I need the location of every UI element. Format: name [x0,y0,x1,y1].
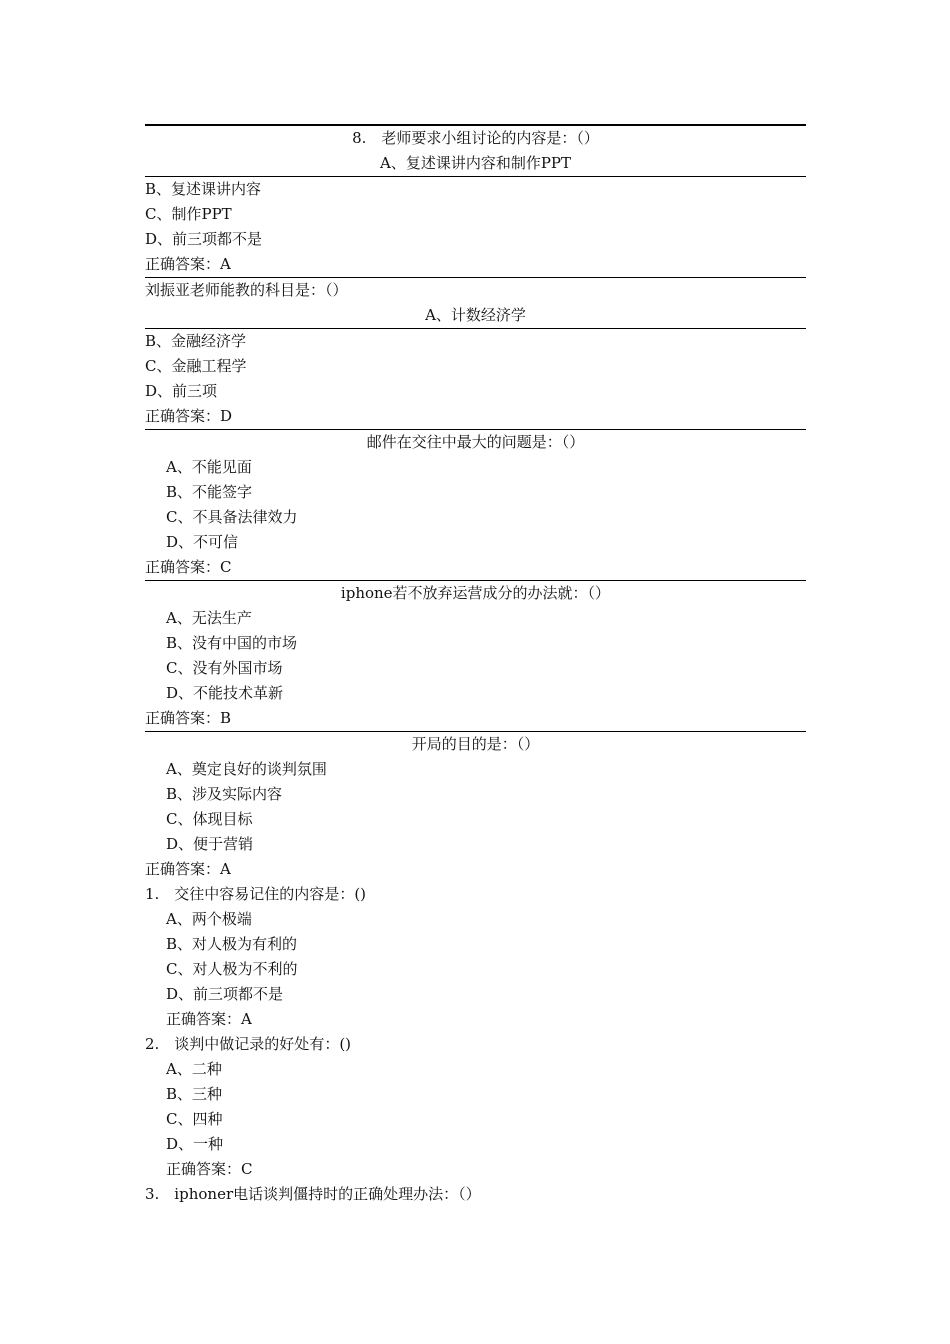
option-c: C、四种 [166,1110,223,1128]
option-b: B、三种 [166,1085,223,1103]
option-a: A、无法生产 [166,609,252,627]
option-d: D、便于营销 [166,835,254,853]
option-a: A、不能见面 [166,458,252,476]
option-d: D、不可信 [166,533,239,551]
option-c: C、金融工程学 [145,357,247,375]
option-c: C、体现目标 [166,810,253,828]
option-a: A、计数经济学 [425,306,526,324]
option-c: C、没有外国市场 [166,659,283,677]
correct-answer: 正确答案：C [145,558,232,576]
option-b: B、对人极为有利的 [166,935,298,953]
option-a: A、两个极端 [166,910,252,928]
correct-answer: 正确答案：B [145,709,232,727]
option-d: D、前三项都不是 [166,985,284,1003]
correct-answer: 正确答案：A [166,1010,252,1028]
document-page [145,124,806,1207]
question-title: iphone若不放弃运营成分的办法就：（） [145,580,806,606]
option-a: A、奠定良好的谈判氛围 [166,760,327,778]
correct-answer: 正确答案：D [145,407,233,425]
option-d: D、前三项 [145,382,218,400]
option-b: B、复述课讲内容 [145,176,806,202]
correct-answer: 正确答案：A [145,255,231,273]
option-b: B、金融经济学 [145,328,806,354]
option-a: A、二种 [166,1060,222,1078]
option-b: B、涉及实际内容 [166,785,283,803]
question-title: 开局的目的是：（） [145,731,806,757]
option-c: C、不具备法律效力 [166,508,298,526]
question-title: 3. iphoner电话谈判僵持时的正确处理办法：（） [145,1185,481,1203]
option-d: D、不能技术革新 [166,684,284,702]
correct-answer: 正确答案：C [166,1160,253,1178]
question-title: 2. 谈判中做记录的好处有：() [145,1035,352,1053]
option-d: D、前三项都不是 [145,230,263,248]
correct-answer: 正确答案：A [145,860,231,878]
option-b: B、不能签字 [166,483,253,501]
question-title: 刘振亚老师能教的科目是：（） [145,277,806,303]
option-c: C、制作PPT [145,205,232,223]
option-b: B、没有中国的市场 [166,634,298,652]
question-title: 1. 交往中容易记住的内容是：() [145,885,367,903]
option-c: C、对人极为不利的 [166,960,298,978]
question-title: 8. 老师要求小组讨论的内容是：（） [145,124,806,151]
option-d: D、一种 [166,1135,224,1153]
option-a: A、复述课讲内容和制作PPT [379,154,572,172]
question-title: 邮件在交往中最大的问题是：（） [145,429,806,455]
